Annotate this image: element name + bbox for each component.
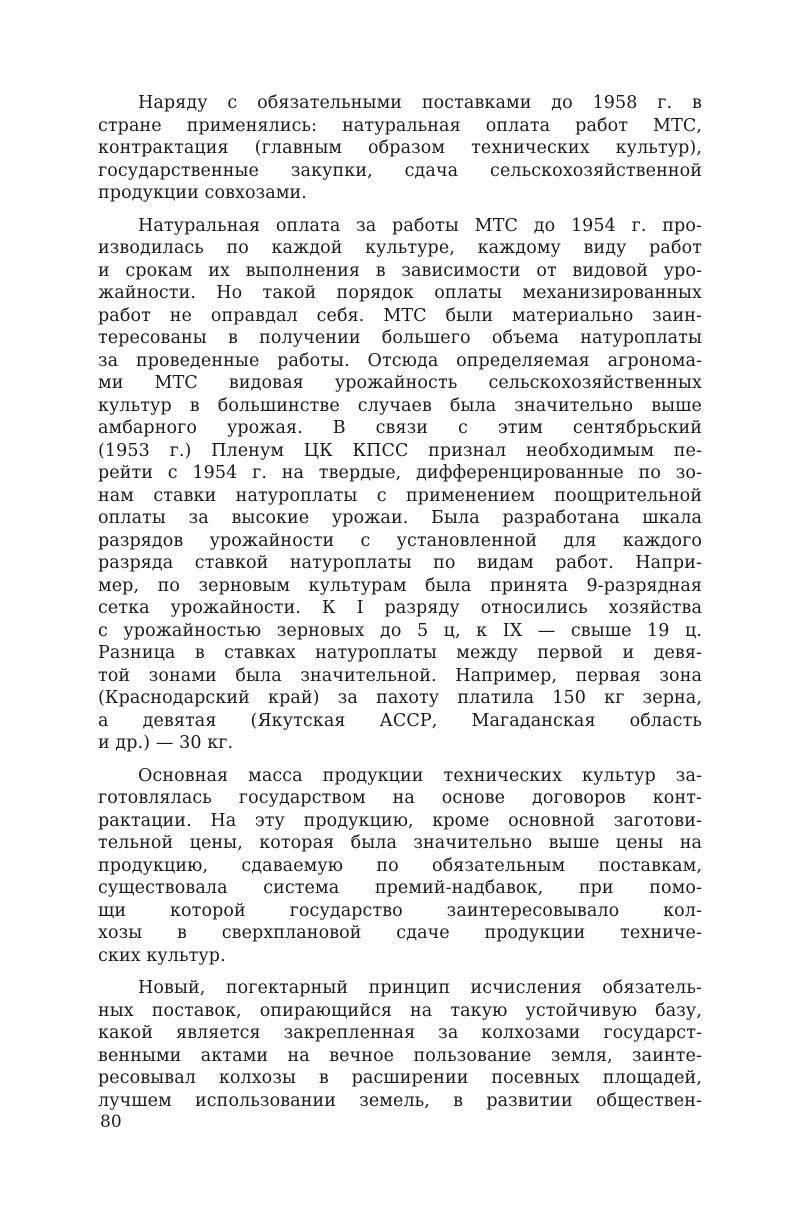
page-number: 80 [100, 1112, 122, 1132]
text-line: Разница в ставках натуроплаты между первой и девя- [98, 643, 702, 663]
text-line: и срокам их выполнения в зависимости от видовой уро- [98, 260, 702, 281]
paragraph-3 [98, 765, 702, 968]
text-line: за проведенные работы. Отсюда определяемая агрономa- [98, 350, 702, 371]
text-line: стране применялись: натуральная оплата работ МТС, [98, 115, 702, 136]
text-line: венными актами на вечное пользование земля, заинте- [98, 1045, 702, 1066]
text-line: ми МТС видовая урожайность сельскохозяйственных [98, 373, 702, 393]
text-line: Новый, погектарный принцип исчисления обязатель- [138, 978, 702, 998]
text-line: лучшем использовании земель, в развитии обществен- [98, 1090, 702, 1111]
text-line: оплаты за высокие урожаи. Была разработана шкала [98, 508, 702, 528]
paragraph-2 [98, 215, 702, 755]
paragraph-1 [98, 92, 702, 205]
text-line: тельной цены, которая была значительно выше цены на [98, 833, 702, 853]
text-line: нам ставки натуроплаты с применением поощрительной [98, 485, 702, 506]
text-line: сетка урожайности. К I разряду относились хозяйства [98, 598, 702, 618]
text-line: продукции совхозами. [98, 183, 307, 203]
text-line: (Краснодарский край) за пахоту платила 150 кг зерна, [98, 688, 702, 708]
text-line: продукцию, сдаваемую по обязательным поставкам, [98, 855, 702, 876]
text-line: рейти с 1954 г. на твердые, дифференцированные по зо- [98, 463, 702, 483]
text-line: ских культур. [98, 945, 226, 966]
text-line: Основная масса продукции технических культур за- [138, 765, 702, 786]
text-line: и др.) — 30 кг. [98, 733, 234, 753]
text-line: щи которой государство заинтересовывало кол- [98, 900, 702, 921]
text-line: изводилась по каждой культуре, каждому виду работ [98, 238, 702, 258]
text-line: ресовывал колхозы в расширении посевных площадей, [98, 1068, 702, 1088]
text-line: работ не оправдал себя. МТС были материально заин- [98, 305, 702, 326]
paragraph-4 [98, 977, 702, 1112]
text-line: существовала система премий-надбавок, при помо- [98, 878, 702, 898]
text-line: хозы в сверхплановой сдаче продукции техниче- [98, 923, 702, 943]
text-line: Наряду с обязательными поставками до 1958 г. в [138, 93, 702, 113]
text-line: жайности. Но такой порядок оплаты механизированных [98, 283, 702, 303]
text-line: готовлялась государством на основе договоров конт- [98, 788, 702, 808]
text-line: а девятая (Якутская АССР, Магаданская область [98, 710, 702, 731]
text-line: (1953 г.) Пленум ЦК КПСС признал необходимым пе- [98, 440, 702, 461]
text-line: ных поставок, опирающийся на такую устойчивую базу, [98, 1000, 702, 1021]
text-line: с урожайностью зерновых до 5 ц, к IX — свыше 19 ц. [98, 620, 702, 641]
text-line: мер, по зерновым культурам была принята 9-разрядная [98, 575, 702, 596]
page-body [98, 92, 702, 1122]
text-line: той зонами была значительной. Например, первая зона [98, 665, 702, 686]
text-line: разрядов урожайности с установленной для каждого [98, 530, 702, 551]
text-line: рактации. На эту продукцию, кроме основной заготови- [98, 810, 702, 831]
text-line: какой является закрепленная за колхозами государст- [98, 1023, 702, 1043]
text-line: контрактация (главным образом технических культур), [98, 138, 702, 158]
text-line: амбарного урожая. В связи с этим сентябрьский [98, 418, 702, 438]
text-line: разряда ставкой натуроплаты по видам работ. Напри- [98, 553, 702, 573]
text-line: Натуральная оплата за работы МТС до 1954 г. про- [138, 215, 702, 236]
text-line: государственные закупки, сдача сельскохозяйственной [98, 160, 702, 181]
text-line: тересованы в получении большего объема натуроплаты [98, 328, 702, 348]
text-line: культур в большинстве случаев была значительно выше [98, 395, 702, 416]
